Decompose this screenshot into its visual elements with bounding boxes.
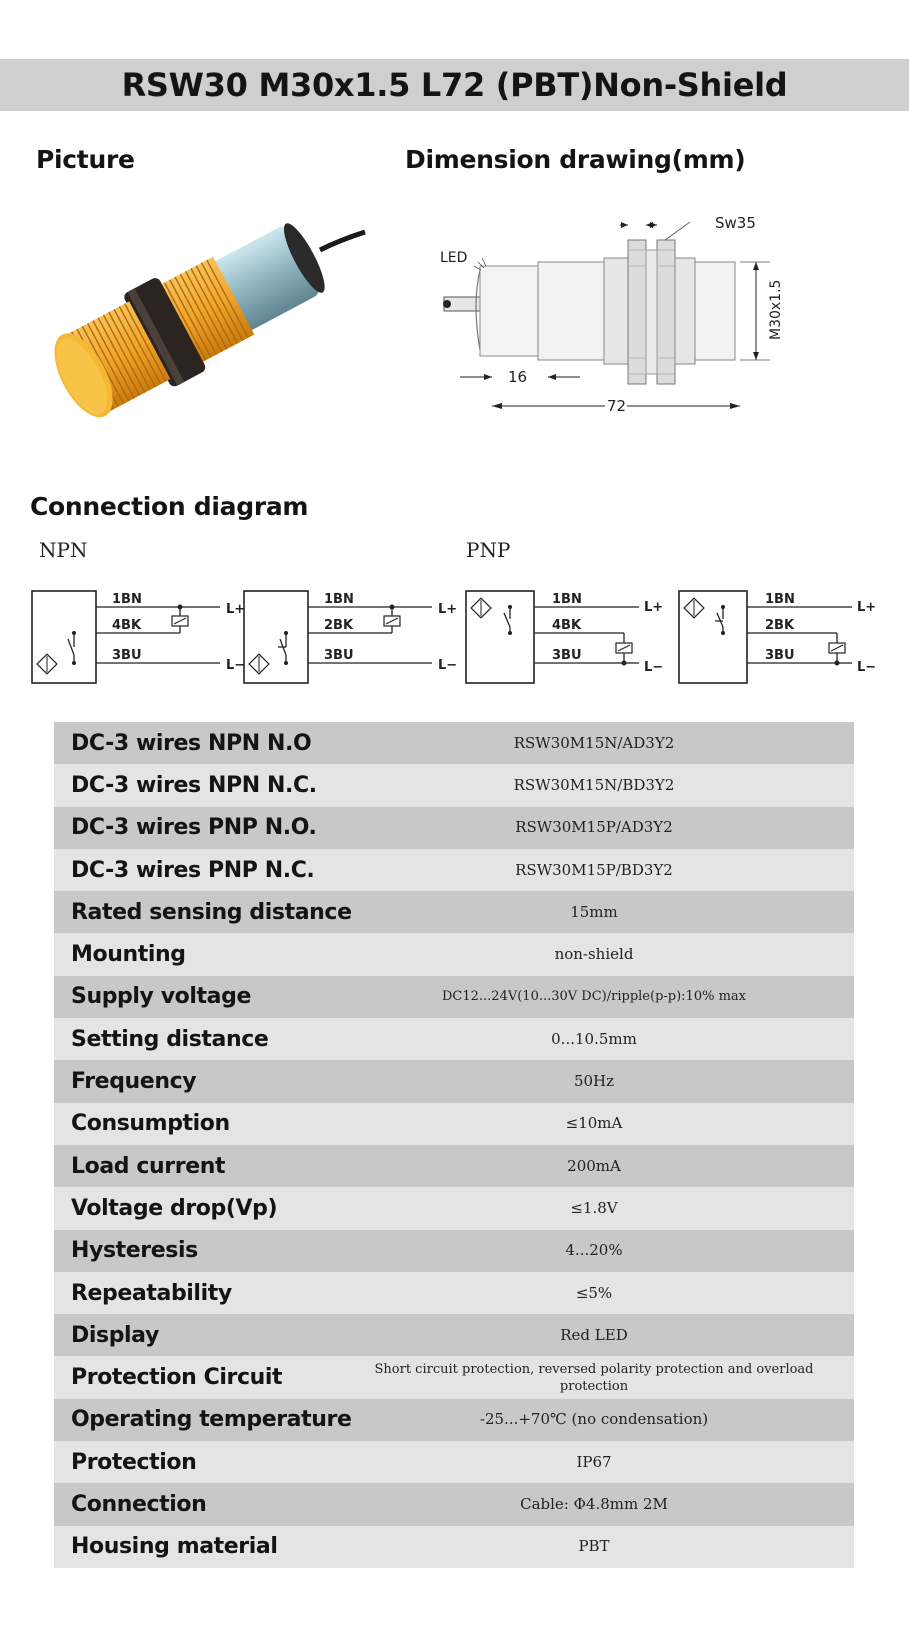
svg-text:1BN: 1BN	[324, 592, 354, 607]
table-row	[54, 1526, 854, 1568]
svg-text:3BU: 3BU	[324, 648, 354, 663]
spec-label: Supply voltage	[71, 984, 251, 1010]
spec-label: Connection	[71, 1491, 207, 1517]
spec-label: Protection Circuit	[71, 1365, 283, 1391]
spec-label: DC-3 wires PNP N.C.	[71, 857, 315, 883]
svg-text:L+: L+	[226, 602, 246, 617]
spec-label: Hysteresis	[71, 1238, 198, 1264]
spec-value: ≤5%	[575, 1283, 613, 1302]
spec-label: DC-3 wires NPN N.O	[71, 730, 312, 756]
spec-value: ≤10mA	[565, 1114, 623, 1133]
svg-text:L−: L−	[438, 658, 458, 673]
svg-text:L+: L+	[644, 600, 664, 615]
npn-label: NPN	[39, 538, 88, 562]
svg-text:3BU: 3BU	[552, 648, 582, 663]
table-row	[54, 1272, 854, 1314]
page-title: RSW30 M30x1.5 L72 (PBT)Non-Shield	[121, 66, 788, 104]
spec-value: -25...+70℃ (no condensation)	[479, 1410, 709, 1429]
spec-value: Red LED	[560, 1325, 628, 1344]
length-72-label: 72	[607, 397, 627, 415]
table-row	[54, 1187, 854, 1229]
table-row	[54, 1103, 854, 1145]
svg-text:3BU: 3BU	[765, 648, 795, 663]
spec-label: Rated sensing distance	[71, 899, 352, 925]
svg-text:1BN: 1BN	[552, 592, 582, 607]
table-row	[54, 1230, 854, 1272]
svg-text:L+: L+	[857, 600, 877, 615]
table-row	[54, 1399, 854, 1441]
spec-value: RSW30M15P/AD3Y2	[515, 818, 673, 837]
table-row	[54, 976, 854, 1018]
table-row	[54, 1483, 854, 1525]
svg-text:1BN: 1BN	[765, 592, 795, 607]
table-row	[54, 1018, 854, 1060]
spec-label: Frequency	[71, 1069, 197, 1095]
table-row	[54, 849, 854, 891]
pnp-label: PNP	[466, 538, 511, 562]
wiring-npn-nc	[242, 585, 462, 690]
svg-text:L+: L+	[438, 602, 458, 617]
picture-heading: Picture	[36, 145, 135, 174]
spec-label: Protection	[71, 1449, 197, 1475]
spec-label: Setting distance	[71, 1026, 269, 1052]
spec-value: Cable: Φ4.8mm 2M	[520, 1494, 668, 1513]
connection-heading: Connection diagram	[30, 492, 309, 521]
led-label: LED	[440, 250, 468, 266]
spec-value: 0...10.5mm	[551, 1029, 637, 1048]
table-row	[54, 722, 854, 764]
table-row	[54, 764, 854, 806]
table-row	[54, 933, 854, 975]
spec-label: Mounting	[71, 942, 186, 968]
table-row	[54, 1145, 854, 1187]
title-bar	[0, 59, 909, 111]
wiring-pnp-nc	[677, 585, 897, 690]
product-photo	[30, 210, 370, 440]
spec-label: DC-3 wires NPN N.C.	[71, 772, 317, 798]
table-row	[54, 1060, 854, 1102]
length-16-label: 16	[508, 368, 528, 386]
spec-value: RSW30M15N/BD3Y2	[513, 775, 675, 794]
table-row	[54, 807, 854, 849]
svg-text:L−: L−	[644, 660, 664, 675]
spec-label: Display	[71, 1322, 159, 1348]
svg-text:2BK: 2BK	[324, 618, 354, 633]
table-row	[54, 1356, 854, 1398]
table-row	[54, 1314, 854, 1356]
spec-value: DC12...24V(10...30V DC)/ripple(p-p):10% max	[442, 989, 746, 1005]
spec-value: IP67	[576, 1452, 612, 1471]
spec-label: Repeatability	[71, 1280, 232, 1306]
spec-label: DC-3 wires PNP N.O.	[71, 815, 317, 841]
spec-label: Load current	[71, 1153, 226, 1179]
svg-text:4BK: 4BK	[112, 618, 142, 633]
svg-text:L−: L−	[226, 658, 246, 673]
spec-label: Consumption	[71, 1111, 230, 1137]
spec-value: ≤1.8V	[570, 1198, 618, 1217]
table-row	[54, 1441, 854, 1483]
svg-text:L−: L−	[857, 660, 877, 675]
spec-value: 4...20%	[565, 1241, 623, 1260]
spec-label: Operating temperature	[71, 1407, 352, 1433]
svg-text:3BU: 3BU	[112, 648, 142, 663]
spec-value: Short circuit protection, reversed polarity protection and overload protection	[374, 1361, 814, 1394]
spec-value: 50Hz	[573, 1072, 615, 1091]
spec-value: PBT	[578, 1537, 610, 1556]
spec-value: RSW30M15P/BD3Y2	[515, 860, 673, 879]
thread-label: M30x1.5	[768, 279, 784, 340]
spec-value: 200mA	[567, 1156, 621, 1175]
svg-text:1BN: 1BN	[112, 592, 142, 607]
dimension-heading: Dimension drawing(mm)	[405, 145, 746, 174]
wiring-pnp-no	[464, 585, 684, 690]
table-row	[54, 891, 854, 933]
sw-label: Sw35	[715, 214, 756, 232]
dimension-drawing	[440, 210, 890, 440]
spec-value: 15mm	[570, 902, 618, 921]
spec-value: RSW30M15N/AD3Y2	[513, 733, 675, 752]
spec-label: Housing material	[71, 1534, 278, 1560]
spec-label: Voltage drop(Vp)	[71, 1195, 278, 1221]
spec-table	[54, 722, 854, 1568]
spec-value: non-shield	[554, 945, 634, 964]
svg-text:2BK: 2BK	[765, 618, 795, 633]
wiring-npn-no	[30, 585, 250, 690]
svg-text:4BK: 4BK	[552, 618, 582, 633]
